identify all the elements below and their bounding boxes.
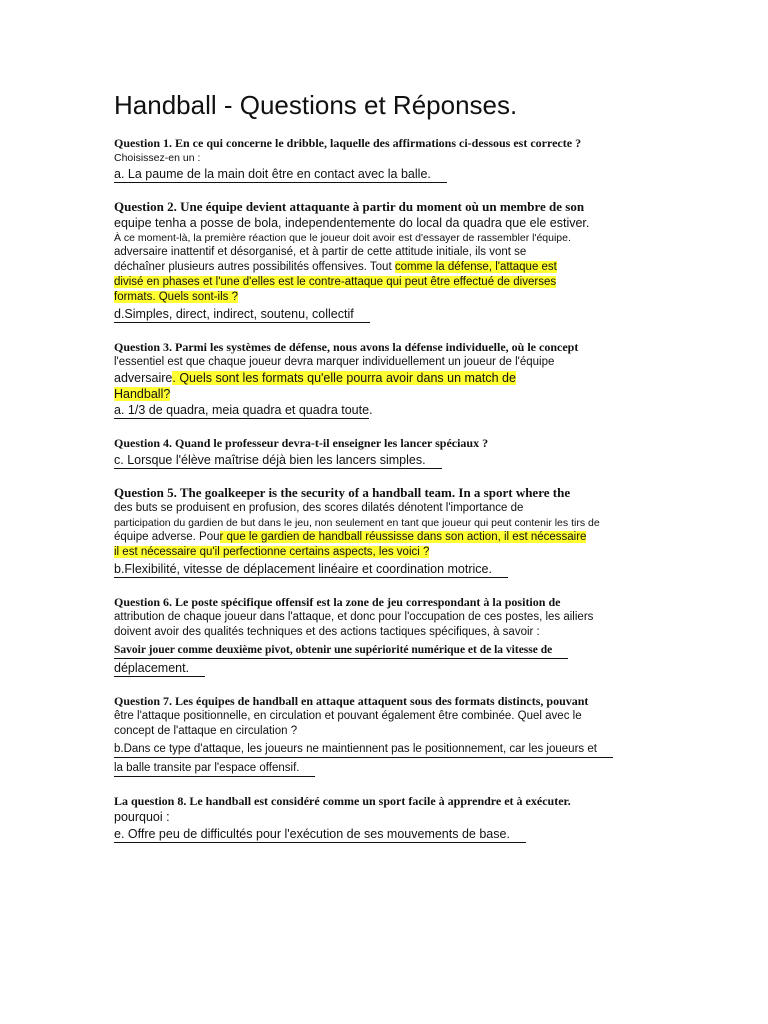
question-6-block (114, 594, 644, 677)
answer-7-line-2: la balle transite par l'espace offensif. (114, 760, 315, 777)
question-2-text: déchaîner plusieurs autres possibilités offensives. Tout (114, 261, 395, 273)
question-7: Question 7. Les équipes de handball en attaque attaquent sous des formats distincts, pouvant (114, 694, 589, 708)
question-2-line (114, 275, 644, 290)
highlighted-text: comme la défense, l'attaque est (394, 261, 557, 273)
question-8: La question 8. Le handball est considéré comme un sport facile à apprendre et à exécuter. (114, 794, 571, 808)
question-6-line: doivent avoir des qualités techniques et des actions tactiques spécifiques, à savoir : (114, 626, 540, 638)
question-4: Question 4. Quand le professeur devra-t-il enseigner les lancer spéciaux ? (114, 436, 489, 450)
question-5-block (114, 485, 644, 578)
question-3: Question 3. Parmi les systèmes de défense, nous avons la défense individuelle, où le concept (114, 340, 579, 354)
question-7-block (114, 693, 644, 777)
question-1-block (114, 135, 644, 183)
highlighted-text: divisé en phases et l'une d'elles est le contre-attaque qui peut être effectué de diverses (114, 276, 557, 288)
question-3-line (114, 386, 644, 402)
answer-6-line-1: Savoir jouer comme deuxième pivot, obtenir une supériorité numérique et de la vitesse de (114, 642, 568, 659)
question-1: Question 1. En ce qui concerne le dribble, laquelle des affirmations ci-dessous est correcte ? (114, 136, 582, 150)
question-5-line: participation du gardien de but dans le jeu, non seulement en tant que joueur qui peut contenir les tirs de (114, 517, 600, 529)
question-2-block (114, 199, 644, 323)
question-2-line: adversaire inattentif et désorganisé, et à partir de cette attitude initiale, ils vont se (114, 246, 527, 258)
question-2-line (114, 290, 644, 305)
question-3-block (114, 339, 644, 419)
answer-2: d.Simples, direct, indirect, soutenu, collectif (114, 306, 370, 323)
question-2: Question 2. Une équipe devient attaquante à partir du moment où un membre de son (114, 199, 585, 214)
question-8-line: pourquoi : (114, 810, 170, 824)
question-2-line: À ce moment-là, la première réaction que le joueur doit avoir est d'essayer de rassembler l'équipe. (114, 232, 571, 244)
question-6-line: attribution de chaque joueur dans l'attaque, et donc pour l'occupation de ces postes, les ailiers (114, 611, 594, 623)
highlighted-text: . Quels sont les formats qu'elle pourra avoir dans un match de (172, 371, 516, 385)
highlighted-text: Handball? (114, 387, 171, 401)
answer-3: a. 1/3 de quadra, meia quadra et quadra toute (114, 403, 370, 417)
question-5: Question 5. The goalkeeper is the security of a handball team. In a sport where the (114, 485, 571, 500)
question-3-line: l'essentiel est que chaque joueur devra marquer individuellement un joueur de l'équipe (114, 356, 555, 368)
question-3-line (114, 370, 644, 386)
question-5-line: des buts se produisent en profusion, des scores dilatés dénotent l'importance de (114, 502, 524, 514)
question-5-text: équipe adverse. Pou (114, 531, 220, 543)
highlighted-text: formats. Quels sont-ils ? (114, 291, 238, 303)
answer-7-line-1: b.Dans ce type d'attaque, les joueurs ne maintiennent pas le positionnement, car les joueurs et (114, 741, 613, 758)
document-page (114, 88, 644, 859)
question-6: Question 6. Le poste spécifique offensif est la zone de jeu correspondant à la position de (114, 595, 561, 609)
question-7-line: être l'attaque positionnelle, en circulation et pouvant également être combinée. Quel avec le (114, 710, 582, 722)
question-5-line (114, 530, 644, 545)
answer-6-line-2: déplacement. (114, 660, 205, 677)
question-8-block (114, 793, 644, 843)
question-2-line: equipe tenha a posse de bola, independentemente do local da quadra que ele estiver. (114, 216, 590, 230)
document-title: Handball - Questions et Réponses. (114, 90, 518, 120)
question-4-block (114, 435, 644, 469)
question-7-line: concept de l'attaque en circulation ? (114, 725, 298, 737)
question-2-line (114, 260, 644, 275)
answer-5: b.Flexibilité, vitesse de déplacement linéaire et coordination motrice. (114, 561, 508, 578)
question-3-text: adversaire (114, 371, 173, 385)
highlighted-text: r que le gardien de handball réussisse dans son action, il est nécessaire (219, 531, 587, 543)
answer-3-end: . (369, 403, 373, 417)
answer-8: e. Offre peu de difficultés pour l'exécution de ses mouvements de base. (114, 826, 526, 843)
answer-1: a. La paume de la main doit être en contact avec la balle. (114, 166, 447, 183)
question-5-line (114, 545, 644, 560)
highlighted-text: il est nécessaire qu'il perfectionne certains aspects, les voici ? (114, 546, 430, 558)
question-1-prompt: Choisissez-en un : (114, 152, 201, 164)
answer-4: c. Lorsque l'élève maîtrise déjà bien les lancers simples. (114, 452, 442, 469)
